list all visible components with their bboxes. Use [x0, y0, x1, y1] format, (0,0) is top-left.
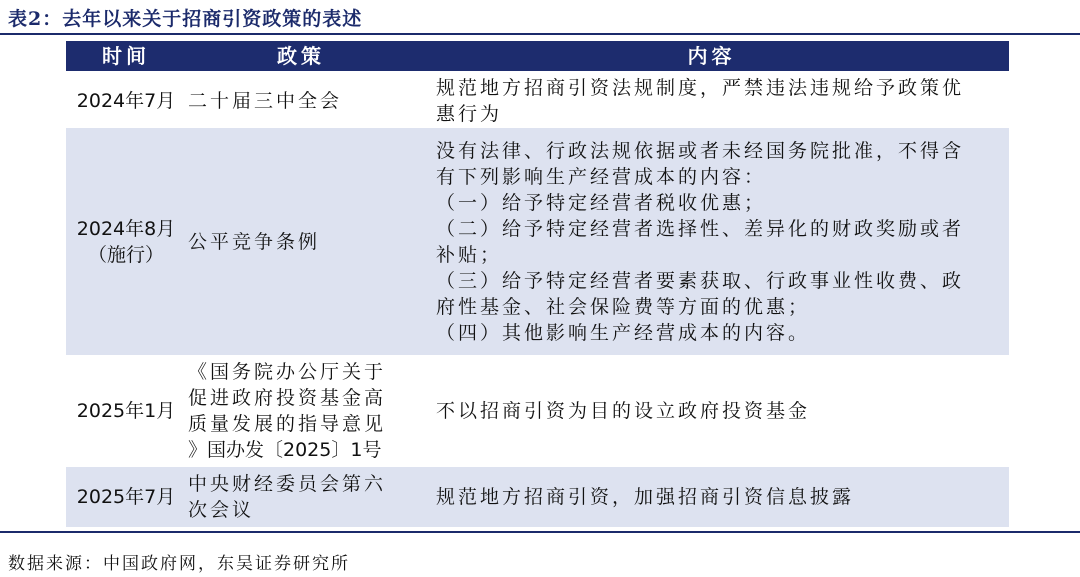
content-line: 惠行为 — [436, 102, 503, 125]
table-row — [66, 128, 1009, 355]
table-header — [66, 41, 1009, 71]
header-content: 内容 — [687, 44, 736, 68]
content-line: 府性基金、社会保险费等方面的优惠； — [436, 295, 811, 318]
cell-time — [66, 355, 186, 467]
table-row — [66, 73, 1009, 128]
cell-content — [436, 467, 1006, 527]
cell-content — [436, 73, 1006, 128]
cell-policy — [188, 467, 414, 527]
header-policy: 政策 — [277, 44, 325, 68]
header-time: 时间 — [102, 44, 150, 68]
table-caption: 表2：去年以来关于招商引资政策的表述 — [8, 8, 363, 30]
time-text: 2024年7月 — [76, 89, 176, 112]
policy-line: 《国务院办公厅关于 — [188, 361, 387, 383]
table-row — [66, 355, 1009, 467]
cell-policy — [188, 128, 414, 355]
top-rule — [0, 33, 1080, 35]
time-note: （施行） — [87, 243, 164, 266]
policy-line: 质量发展的指导意见 — [188, 413, 387, 435]
content-line: 规范地方招商引资法规制度，严禁违法违规给予政策优 — [436, 76, 965, 99]
time-text: 2024年8月 — [76, 217, 176, 240]
cell-time — [66, 73, 186, 128]
content-line: （二）给予特定经营者选择性、差异化的财政奖励或者 — [436, 217, 965, 240]
cell-time — [66, 467, 186, 527]
content-line: 有下列影响生产经营成本的内容： — [436, 165, 767, 188]
content-line: 没有法律、行政法规依据或者未经国务院批准，不得含 — [436, 139, 965, 162]
policy-line: 促进政府投资基金高 — [188, 387, 387, 409]
policy-line: 中央财经委员会第六 — [188, 473, 387, 495]
time-text: 2025年1月 — [76, 400, 176, 422]
policy-line: 次会议 — [188, 499, 255, 521]
content-line: 规范地方招商引资，加强招商引资信息披露 — [436, 486, 855, 508]
policy-text: 公平竞争条例 — [188, 230, 321, 253]
policy-line: 》国办发〔2025〕1号 — [188, 439, 382, 461]
content-line: 不以招商引资为目的设立政府投资基金 — [436, 400, 811, 422]
content-line: （三）给予特定经营者要素获取、行政事业性收费、政 — [436, 269, 965, 292]
bottom-rule — [0, 531, 1080, 533]
content-line: （四）其他影响生产经营成本的内容。 — [436, 321, 811, 344]
cell-policy — [188, 73, 414, 128]
content-line: 补贴； — [436, 243, 503, 266]
source-note: 数据来源：中国政府网，东吴证券研究所 — [8, 554, 350, 574]
cell-content — [436, 355, 1006, 467]
cell-time — [66, 128, 186, 355]
time-text: 2025年7月 — [76, 486, 176, 508]
cell-content — [436, 128, 1006, 355]
cell-policy — [188, 355, 414, 467]
policy-text: 二十届三中全会 — [188, 89, 343, 112]
table-row — [66, 467, 1009, 527]
content-line: （一）给予特定经营者税收优惠； — [436, 191, 767, 214]
